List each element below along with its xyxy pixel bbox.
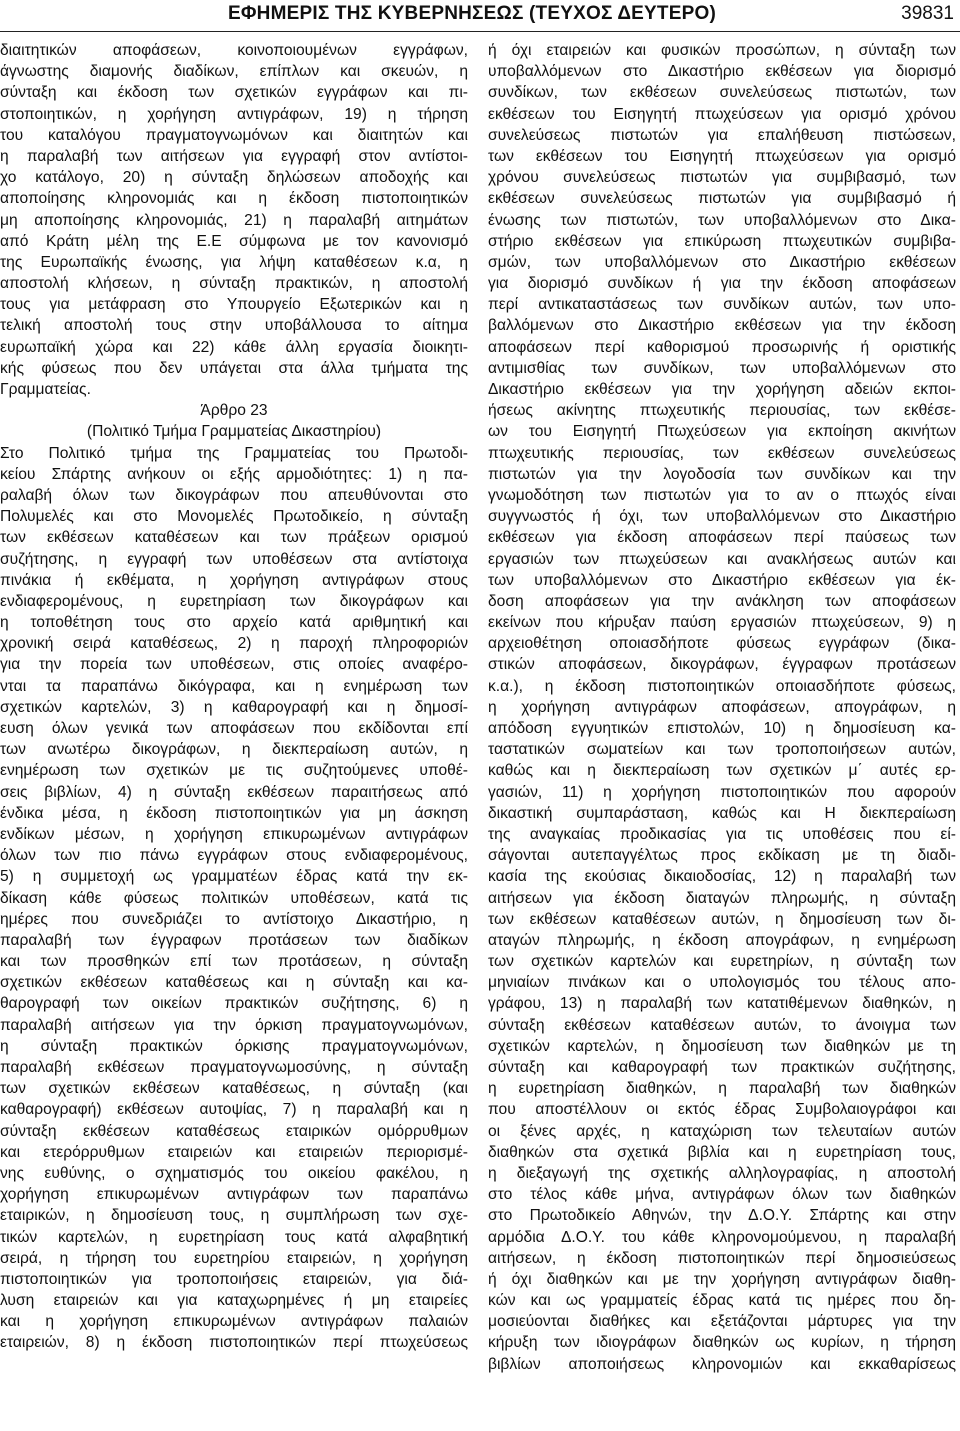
text-line: καθαρογραφή) εκθέσεων αυτοψίας, 7) η παραλαβή και η — [0, 1101, 468, 1119]
text-line: νης ευθύνης, ο σχηματισμός του οικείου φακέλου, η — [0, 1164, 468, 1182]
text-line: κών και ως γραμματείς έδρας κατά τις ημέρες που δη- — [488, 1292, 956, 1310]
text-line: ενδίκων μέσων, η χορήγηση επικυρωμένων αντιγράφων — [0, 825, 468, 843]
text-line: πτωχευτικής περιουσίας, των εκθέσεων συνελεύσεως — [488, 444, 956, 462]
text-line: η διεξαγωγή της σχετικής αλληλογραφίας, η αποστολή — [488, 1164, 956, 1182]
text-line: τικών καρτελών, η ευρετηρίαση τους κατά αλφαβητική — [0, 1228, 468, 1246]
text-line: κής φύσεως που δεν υπάγεται στα άλλα τμήματα της — [0, 359, 468, 377]
text-line: εκθέσεων του Εισηγητή πτωχεύσεων για ορισμό χρόνου — [488, 105, 956, 123]
text-line: σειρά, η τήρηση του ευρετηρίου εταιρειών, η χορήγηση — [0, 1249, 468, 1267]
text-line: δοση αποφάσεων για την ανάκληση των αποφάσεων — [488, 592, 956, 610]
text-line: η σύνταξη πρακτικών όρκισης πραγματογνωμόνων, — [0, 1037, 468, 1055]
text-line: των εκθέσεων καταθέσεων και των πράξεων ορισμού — [0, 529, 468, 547]
text-line: χρόνου συνελεύσεως πιστωτών για συμβιβασμό, των — [488, 169, 956, 187]
text-line: και των προσθηκών επί των προτάσεων, η σύνταξη — [0, 953, 468, 971]
text-line: στοποιητικών, η χορήγηση αντιγράφων, 19) η τήρηση — [0, 105, 468, 123]
text-line: των υποβαλλόμενων στο Δικαστήριο εκθέσεων για έκ- — [488, 571, 956, 589]
header-rule — [0, 31, 960, 32]
text-line: αιτήσεων, η έκδοση πιστοποιητικών περί δημοσιεύσεως — [488, 1249, 956, 1267]
text-line: όλων των πιο πάνω εγγράφων στους ενδιαφερομένους, — [0, 847, 468, 865]
text-line: Δικαστήριο εκθέσεων για την χορήγηση αδειών εκποι- — [488, 381, 956, 398]
text-line: εκθέσεων για έκδοση αποφάσεων περί παύσεως των — [488, 529, 956, 547]
text-line: αντιμισθίας των συνδίκων, των υποβαλλόμενων στο — [488, 359, 956, 377]
text-line: ευση όλων γενικά των αποφάσεων που εκδίδονται επί — [0, 720, 468, 737]
left-text-column — [0, 40, 468, 1354]
text-line: ή όχι διαθηκών και με την χορήγηση αντιγράφων διαθη- — [488, 1270, 956, 1288]
page-header — [0, 0, 960, 34]
text-line: ραλαβή όλων των δικογράφων που απευθύνονται στο — [0, 486, 468, 504]
text-line: και η χορήγηση επικυρωμένων αντιγράφων παλαιών — [0, 1313, 468, 1331]
text-line: παραλαβή των έγγραφων προτάσεων των διαδίκων — [0, 931, 468, 949]
text-line: ταστατικών σωματείων και των τροποποιήσεων αυτών, — [488, 741, 956, 759]
text-line: αρχειοθέτηση οποιασδήποτε φύσεως εγγράφων (δικα- — [488, 635, 956, 653]
text-line: εταιρικών, η δημοσίευση τους, η συμπλήρωση των σχε- — [0, 1207, 468, 1225]
text-line: άγνωστης διαμονής διαδίκων, επίπλων και σκευών, η — [0, 63, 468, 81]
text-line: στο Πρωτοδικείο Αθηνών, την Δ.Ο.Υ. Σπάρτης και στην — [488, 1207, 956, 1225]
text-line: ένωσης των πιστωτών, των υποβαλλόμενων στο Δικα- — [488, 211, 956, 229]
text-line: εκείνων που κήρυξαν παύση εργασιών πτωχεύσεων, 9) η — [488, 614, 956, 632]
text-line: η χορήγηση αντιγράφων αποφάσεων, απογράφων, η — [488, 698, 956, 716]
text-line: τελική αποστολή τους στην υποβάλλουσα το αίτημα — [0, 317, 468, 335]
text-line: χορήγηση επικυρωμένων αντιγράφων των παραπάνω — [0, 1186, 468, 1204]
text-line: σύνταξη εκθέσεων καταθέσεως εταιρικών ομόρρυθμων — [0, 1122, 468, 1140]
text-line: στικών αποφάσεων, δικογράφων, έγγραφων προτάσεων — [488, 656, 956, 674]
text-line: των σχετικών καρτελών και ευρετηρίων, η σύνταξη των — [488, 953, 956, 971]
text-line: εκθέσεων συνελεύσεως πιστωτών για συμβιβασμό ή — [488, 190, 956, 208]
text-line: συνελεύσεως πιστωτών για επαλήθευση πιστώσεων, — [488, 126, 956, 144]
text-line: Γραμματείας. — [0, 381, 91, 398]
text-line: πιστοποιητικών για τροποποιήσεις εταιρειών, για διά- — [0, 1270, 468, 1288]
text-line: η ευρετηρίαση διαθηκών, η παραλαβή των διαθηκών — [488, 1080, 956, 1098]
text-line: του καταλόγου πραγματογνωμόνων και διαιτητών και — [0, 126, 468, 144]
text-line: η τοποθέτηση τους στο αρχείο κατά αριθμητική και — [0, 614, 468, 632]
text-line: σχετικών καρτελών, η δημοσίευση των διαθηκών με τη — [488, 1037, 956, 1055]
text-line: για την πορεία των υποθέσεων, στις οποίες αναφέρο- — [0, 656, 468, 674]
page-number: 39831 — [901, 3, 954, 24]
text-line: η παραλαβή των αιτήσεων για εγγραφή στον αντίστοι- — [0, 147, 468, 165]
text-line: βαλλόμενων στο Δικαστήριο εκθέσεων για την έκδοση — [488, 317, 956, 335]
text-line: Άρθρο 23 — [200, 402, 268, 420]
text-line: οι ξένες αρχές, η καταχώριση των τελευταίων αυτών — [488, 1122, 956, 1140]
text-line: αταγών πληρωμής, η έκδοση απογράφων, η ενημέρωση — [488, 931, 956, 949]
gazette-title: ΕΦΗΜΕΡΙΣ ΤΗΣ ΚΥΒΕΡΝΗΣΕΩΣ (ΤΕΥΧΟΣ ΔΕΥΤΕΡΟ) — [228, 3, 716, 24]
text-line: και ετερόρρυθμων εταιρειών και εταιρειών περιορισμέ- — [0, 1143, 468, 1161]
text-line: κείου Σπάρτης ανήκουν οι εξής αρμοδιότητες: 1) η πα- — [0, 465, 468, 483]
text-line: σμών, των υποβαλλόμενων στο Δικαστήριο εκθέσεων — [488, 253, 956, 271]
text-line: των ανωτέρω δικογράφων, η διεκπεραίωση αυτών, η — [0, 741, 468, 759]
text-line: παραλαβή εκθέσεων πραγματογνωμοσύνης, η σύνταξη — [0, 1059, 468, 1076]
text-line: των σχετικών εκθέσεων καταθέσεως, η σύνταξη (και — [0, 1080, 468, 1098]
text-line: για διορισμό συνδίκων ή για την έκδοση αποφάσεων — [488, 275, 956, 293]
text-line: υποβαλλόμενων στο Δικαστήριο εκθέσεων για διορισμό — [488, 63, 956, 81]
text-line: της Ευρωπαϊκής ένωσης, για λήψη καταθέσεων κ.α, η — [0, 253, 468, 271]
text-line: ημέρες που συνεδριάζει το αντίστοιχο Δικαστήριο, η — [0, 910, 468, 928]
text-line: που αποστέλλουν οι εκτός έδρας Συμβολαιογράφοι και — [488, 1101, 956, 1119]
text-line: πινάκια ή εκθέματα, η χορήγηση αντιγράφων στους — [0, 571, 468, 589]
text-line: ων του Εισηγητή Πτωχεύσεων για εκποίηση ακινήτων — [488, 423, 956, 441]
text-line: καθώς και η διεκπεραίωση των σχετικών μ΄ αυτές ερ- — [488, 762, 956, 780]
text-line: τους για μετάφραση στο Υπουργείο Εξωτερικών και η — [0, 296, 468, 314]
text-line: ένδικα μέσα, η έκδοση πιστοποιητικών για μη άσκηση — [0, 804, 468, 822]
text-line: σχετικών καρτελών, 3) η καθαρογραφή και η δημοσί- — [0, 698, 468, 716]
text-line: σύνταξη και έκδοση των σχετικών εγγράφων και πι- — [0, 84, 468, 102]
text-line: γασιών, 11) η χορήγηση πιστοποιητικών που αφορούν — [488, 783, 956, 801]
text-line: περί αντικαταστάσεως των συνδίκων αυτών, των υπο- — [488, 296, 956, 314]
text-line: γράφου, 13) η παραλαβή των κατατιθέμενων διαθηκών, η — [488, 995, 956, 1013]
text-line: (Πολιτικό Τμήμα Γραμματείας Δικαστηρίου) — [86, 423, 382, 441]
text-line: 5) η συμμετοχή ως γραμματέων έδρας κατά την εκ- — [0, 868, 468, 886]
text-line: αποστολή κλήσεων, η σύνταξη πρακτικών, η αποστολή — [0, 275, 468, 293]
text-line: συζήτησης, η εγγραφή των υποθέσεων στα αντίστοιχα — [0, 550, 468, 568]
text-line: κήρυξη των ιδιογράφων διαθηκών ως κυρίων, η τήρηση — [488, 1334, 956, 1352]
text-line: στήριο εκθέσεων για επικύρωση πτωχευτικών συμβιβα- — [488, 232, 956, 250]
text-line: σχετικών εκθέσεων καταθέσεως και η σύνταξη και κα- — [0, 974, 468, 992]
text-line: από Κράτη μέλη της Ε.Ε σύμφωνα με τον κανονισμό — [0, 232, 468, 250]
text-line: χο κατάλογο, 20) η σύνταξη δηλώσεων αποδοχής και — [0, 169, 468, 187]
text-line: μοσιεύονται διαθήκες και εξετάζονται μάρτυρες για την — [488, 1313, 956, 1331]
text-line: αιτήσεων για έκδοση διαταγών πληρωμής, η σύνταξη — [488, 889, 956, 907]
text-line: ήσεως ακίνητης πτωχευτικής περιουσίας, των εκθέσε- — [488, 402, 956, 420]
text-line: σύνταξη εκθέσεων καταθέσεων αυτών, το άνοιγμα των — [488, 1016, 956, 1034]
text-line: χρονική σειρά καταθέσεως, 2) η παροχή πληροφοριών — [0, 635, 468, 653]
text-line: σύνταξη και καθαρογραφή των πρακτικών συζήτησης, — [488, 1059, 956, 1076]
text-line: απόδοση εγγυητικών επιστολών, 10) η δημοσίευση κα- — [488, 720, 956, 737]
text-line: στο τέλος κάθε μήνα, αντιγράφων όλων των διαθηκών — [488, 1186, 956, 1204]
text-line: Πολυμελές και στο Μονομελές Πρωτοδικείο, η σύνταξη — [0, 508, 468, 526]
text-line: βιβλίων αποποιήσεως κληρονομιών και εκκαθαρίσεως — [488, 1355, 956, 1373]
text-line: δίκαση κάθε φύσεως πολιτικών υποθέσεων, κατά τις — [0, 889, 468, 907]
text-line: λυση εταιρειών και για καταχωρημένες ή μη εταιρείες — [0, 1292, 468, 1310]
right-text-column — [488, 40, 956, 1375]
text-line: μη αποποίησης κληρονομιάς, 21) η παραλαβή αιτημάτων — [0, 211, 468, 229]
text-line: ή όχι εταιρειών και φυσικών προσώπων, η σύνταξη των — [488, 42, 956, 59]
text-line: δικαστική συμπαράσταση, καθώς και Η διεκπεραίωση — [488, 804, 956, 822]
text-line: ενημέρωση των σχετικών με τις συζητούμενες υποθέ- — [0, 762, 468, 780]
text-line: σεις βιβλίων, 4) η σύνταξη εκθέσεων παραιτήσεως από — [0, 783, 468, 801]
text-line: σάγονται αυτεπαγγέλτως προς εκδίκαση με τη διαδι- — [488, 847, 956, 865]
text-line: συγγνωστός ή όχι, των υποβαλλόμενων στο Δικαστήριο — [488, 508, 956, 526]
text-line: αρμόδια Δ.Ο.Υ. του κάθε κληρονομούμενου, η παραλαβή — [488, 1228, 956, 1246]
text-line: της αναγκαίας προδικασίας για τις υποθέσεις που εί- — [488, 825, 956, 843]
text-line: συνδίκων, των εκθέσεων συνελεύσεως πιστωτών, των — [488, 84, 956, 102]
text-line: θαρογραφή των οικείων πρακτικών συζήτησης, 6) η — [0, 995, 468, 1013]
text-line: νται τα παραπάνω δικόγραφα, και η ενημέρωση των — [0, 677, 468, 695]
text-line: παραλαβή αιτήσεων για την όρκιση πραγματογνωμόνων, — [0, 1016, 468, 1034]
text-line: ενδιαφερομένους, η ευρετηρίαση των δικογράφων και — [0, 592, 468, 610]
text-line: γνωμοδότηση των πιστωτών για το αν ο πτωχός είναι — [488, 486, 956, 504]
text-line: εργασιών των πτωχεύσεων και ανακλήσεως αυτών και — [488, 550, 956, 568]
text-line: ευρωπαϊκή χώρα και 22) κάθε άλλη εργασία διοικητι- — [0, 338, 468, 356]
text-line: εταιρειών, 8) η έκδοση πιστοποιητικών περί πτωχεύσεως — [0, 1334, 468, 1352]
text-line: των εκθέσεων του Εισηγητή πτωχεύσεων για ορισμό — [488, 147, 956, 165]
text-line: διαθηκών στα σχετικά βιβλία και η ευρετηρίαση τους, — [488, 1143, 956, 1161]
text-line: Στο Πολιτικό τμήμα της Γραμματείας του Πρωτοδι- — [0, 444, 468, 462]
text-line: αποποίησης κληρονομιάς και η έκδοση πιστοποιητικών — [0, 190, 468, 208]
text-line: αποφάσεων περί καθορισμού προσωρινής ή οριστικής — [488, 338, 956, 356]
text-line: των εκθέσεων καταθέσεων αυτών, η δημοσίευση των δι- — [488, 910, 956, 928]
text-line: πιστωτών για την λογοδοσία των συνδίκων και την — [488, 465, 956, 483]
text-line: μηνιαίων πινάκων και ο υπολογισμός του τέλους απο- — [488, 974, 956, 992]
text-line: κασία της εκούσιας δικαιοδοσίας, 12) η παραλαβή των — [488, 868, 956, 886]
text-line: κ.α.), η έκδοση πιστοποιητικών οποιασδήποτε φύσεως, — [488, 677, 956, 695]
text-line: διαιτητικών αποφάσεων, κοινοποιουμένων εγγράφων, — [0, 42, 468, 59]
